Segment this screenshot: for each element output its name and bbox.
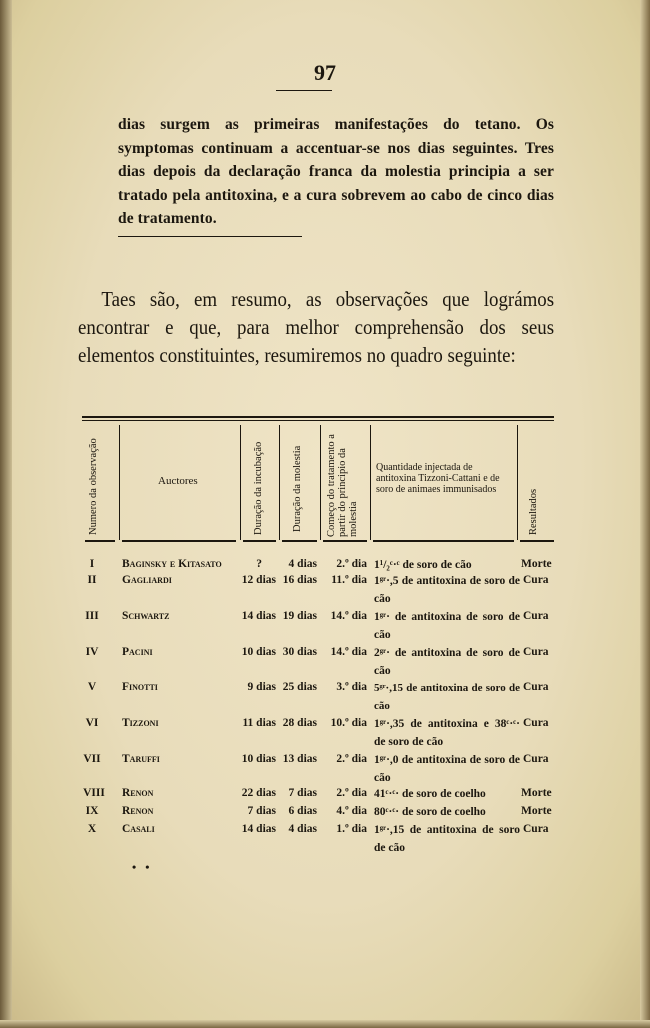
column-divider bbox=[370, 425, 371, 540]
table-row-incubation: 10 dias bbox=[241, 646, 276, 658]
table-row-number: II bbox=[87, 574, 97, 586]
table-row-start: 1.º dia bbox=[336, 823, 367, 835]
column-divider bbox=[517, 425, 518, 540]
header-quantity-text: Quantidade injectada de antitoxina Tizzoni-Cattani e de soro de animaes immunisados bbox=[376, 462, 500, 495]
table-row-author: Gagliardi bbox=[122, 574, 172, 586]
column-divider bbox=[279, 425, 280, 540]
header-incubation: Duração da incubação bbox=[253, 441, 264, 535]
table-row-quantity: 41ᶜ·ᶜ· de soro de coelho bbox=[374, 788, 486, 800]
table-row-number: VI bbox=[85, 717, 99, 729]
table-row-start: 4.º dia bbox=[336, 805, 367, 817]
page-edge-bottom bbox=[0, 1020, 650, 1028]
header-results: Resultados bbox=[528, 488, 539, 535]
footer-ornament: • • bbox=[132, 860, 153, 874]
table-row-start: 2.º dia bbox=[336, 558, 367, 570]
table-row-author: Taruffi bbox=[122, 753, 160, 765]
table-row-duration: 7 dias bbox=[288, 787, 317, 799]
table-row-quantity: 1ᵍʳ·,0 de antitoxina de soro de cão bbox=[374, 754, 520, 784]
table-row-start: 14.º dia bbox=[330, 610, 367, 622]
page-number-rule bbox=[276, 90, 332, 91]
table-row-author: Renon bbox=[122, 805, 154, 817]
header-underline bbox=[373, 540, 514, 542]
table-row-number: VIII bbox=[83, 787, 105, 799]
table-row-quantity: 1ᵍʳ·,35 de antitoxina e 38ᶜ·ᶜ· de soro de cão bbox=[374, 718, 520, 748]
table-row-start: 14.º dia bbox=[330, 646, 367, 658]
table-row-start: 2.º dia bbox=[336, 787, 367, 799]
table-row-result: Cura bbox=[523, 717, 549, 729]
table-row-incubation: 22 dias bbox=[241, 787, 276, 799]
table-row-result: Morte bbox=[521, 558, 552, 570]
table-row-quantity: 5ᵍʳ·,15 de antitoxina de soro de cão bbox=[374, 682, 520, 712]
header-observation-number: Numero da observação bbox=[88, 438, 99, 535]
table-row-duration: 13 dias bbox=[282, 753, 317, 765]
table-row-result: Cura bbox=[523, 610, 549, 622]
page-edge-right bbox=[640, 0, 650, 1028]
table-row-start: 10.º dia bbox=[330, 717, 367, 729]
table-row-duration: 19 dias bbox=[282, 610, 317, 622]
header-underline bbox=[323, 540, 367, 542]
intro-paragraph: dias surgem as primeiras manifestações do tetano. Os symptomas continuam a accentuar-se nos dias seguintes. Tres dias depois da declaração franca da molestia principia a ser tratado pela antitoxina, e a cura sobrevem ao cabo de cinco dias de tratamento. bbox=[118, 116, 554, 227]
table-row-duration: 6 dias bbox=[288, 805, 317, 817]
table-row-incubation: ? bbox=[256, 558, 262, 570]
header-treatment-start: Começo do tratamento a partir do principio da molestia bbox=[326, 434, 359, 537]
header-underline bbox=[243, 540, 276, 542]
table-row-start: 11.º dia bbox=[331, 574, 367, 586]
table-row-incubation: 9 dias bbox=[247, 681, 276, 693]
table-row-number: V bbox=[87, 681, 97, 693]
table-row-result: Cura bbox=[523, 646, 549, 658]
table-row-result: Morte bbox=[521, 805, 552, 817]
table-top-rule bbox=[82, 416, 554, 418]
page-number: 97 bbox=[314, 60, 336, 85]
table-row-incubation: 10 dias bbox=[241, 753, 276, 765]
table-row-author: Casali bbox=[122, 823, 155, 835]
header-quantity bbox=[376, 462, 514, 495]
table-row-result: Morte bbox=[521, 787, 552, 799]
table-row-incubation: 14 dias bbox=[241, 610, 276, 622]
page-edge-left bbox=[0, 0, 12, 1028]
table-row-author: Pacini bbox=[122, 646, 153, 658]
table-row-author: Baginsky e Kitasato bbox=[122, 558, 222, 570]
table-row-result: Cura bbox=[523, 681, 549, 693]
table-row-duration: 30 dias bbox=[282, 646, 317, 658]
table-row-duration: 16 dias bbox=[282, 574, 317, 586]
header-authors: Auctores bbox=[158, 475, 198, 487]
column-divider bbox=[119, 425, 120, 540]
table-row-incubation: 12 dias bbox=[241, 574, 276, 586]
table-row-quantity: 1ᵍʳ·,5 de antitoxina de soro de cão bbox=[374, 575, 520, 605]
table-row-result: Cura bbox=[523, 753, 549, 765]
table-row-quantity: 1¹/₂ᶜ·ᶜ de soro de cão bbox=[374, 559, 472, 571]
table-row-quantity: 1ᵍʳ·,15 de antitoxina de soro de cão bbox=[374, 824, 520, 854]
table-row-number: I bbox=[89, 558, 95, 570]
table-row-incubation: 11 dias bbox=[242, 717, 276, 729]
table-row-number: IV bbox=[85, 646, 99, 658]
header-underline bbox=[282, 540, 317, 542]
table-row-quantity: 80ᶜ·ᶜ· de soro de coelho bbox=[374, 806, 486, 818]
section-divider bbox=[118, 236, 302, 237]
table-top-rule-thin bbox=[82, 420, 554, 421]
table-row-incubation: 14 dias bbox=[241, 823, 276, 835]
table-row-start: 2.º dia bbox=[336, 753, 367, 765]
table-row-duration: 28 dias bbox=[282, 717, 317, 729]
table-row-start: 3.º dia bbox=[336, 681, 367, 693]
header-disease-duration: Duração da molestia bbox=[292, 445, 303, 532]
table-row-author: Finotti bbox=[122, 681, 158, 693]
summary-paragraph: Taes são, em resumo, as observações que lográmos encontrar e que, para melhor comprehensão dos seus elementos constituintes, resumiremos no quadro seguinte: bbox=[78, 287, 555, 367]
table-row-quantity: 1ᵍʳ· de antitoxina de soro de cão bbox=[374, 611, 520, 641]
table-row-duration: 4 dias bbox=[288, 823, 317, 835]
table-row-number: VII bbox=[83, 753, 101, 765]
column-divider bbox=[240, 425, 241, 540]
table-row-author: Renon bbox=[122, 787, 154, 799]
table-row-number: III bbox=[85, 610, 99, 622]
table-row-number: IX bbox=[85, 805, 99, 817]
column-divider bbox=[320, 425, 321, 540]
table-row-result: Cura bbox=[523, 574, 549, 586]
header-underline bbox=[520, 540, 554, 542]
table-row-author: Tizzoni bbox=[122, 717, 159, 729]
table-row-number: X bbox=[87, 823, 97, 835]
table-row-author: Schwartz bbox=[122, 610, 170, 622]
table-row-duration: 25 dias bbox=[282, 681, 317, 693]
table-row-quantity: 2ᵍʳ· de antitoxina de soro de cão bbox=[374, 647, 520, 677]
header-underline bbox=[85, 540, 115, 542]
table-row-duration: 4 dias bbox=[288, 558, 317, 570]
table-row-result: Cura bbox=[523, 823, 549, 835]
table-row-incubation: 7 dias bbox=[247, 805, 276, 817]
header-underline bbox=[122, 540, 236, 542]
